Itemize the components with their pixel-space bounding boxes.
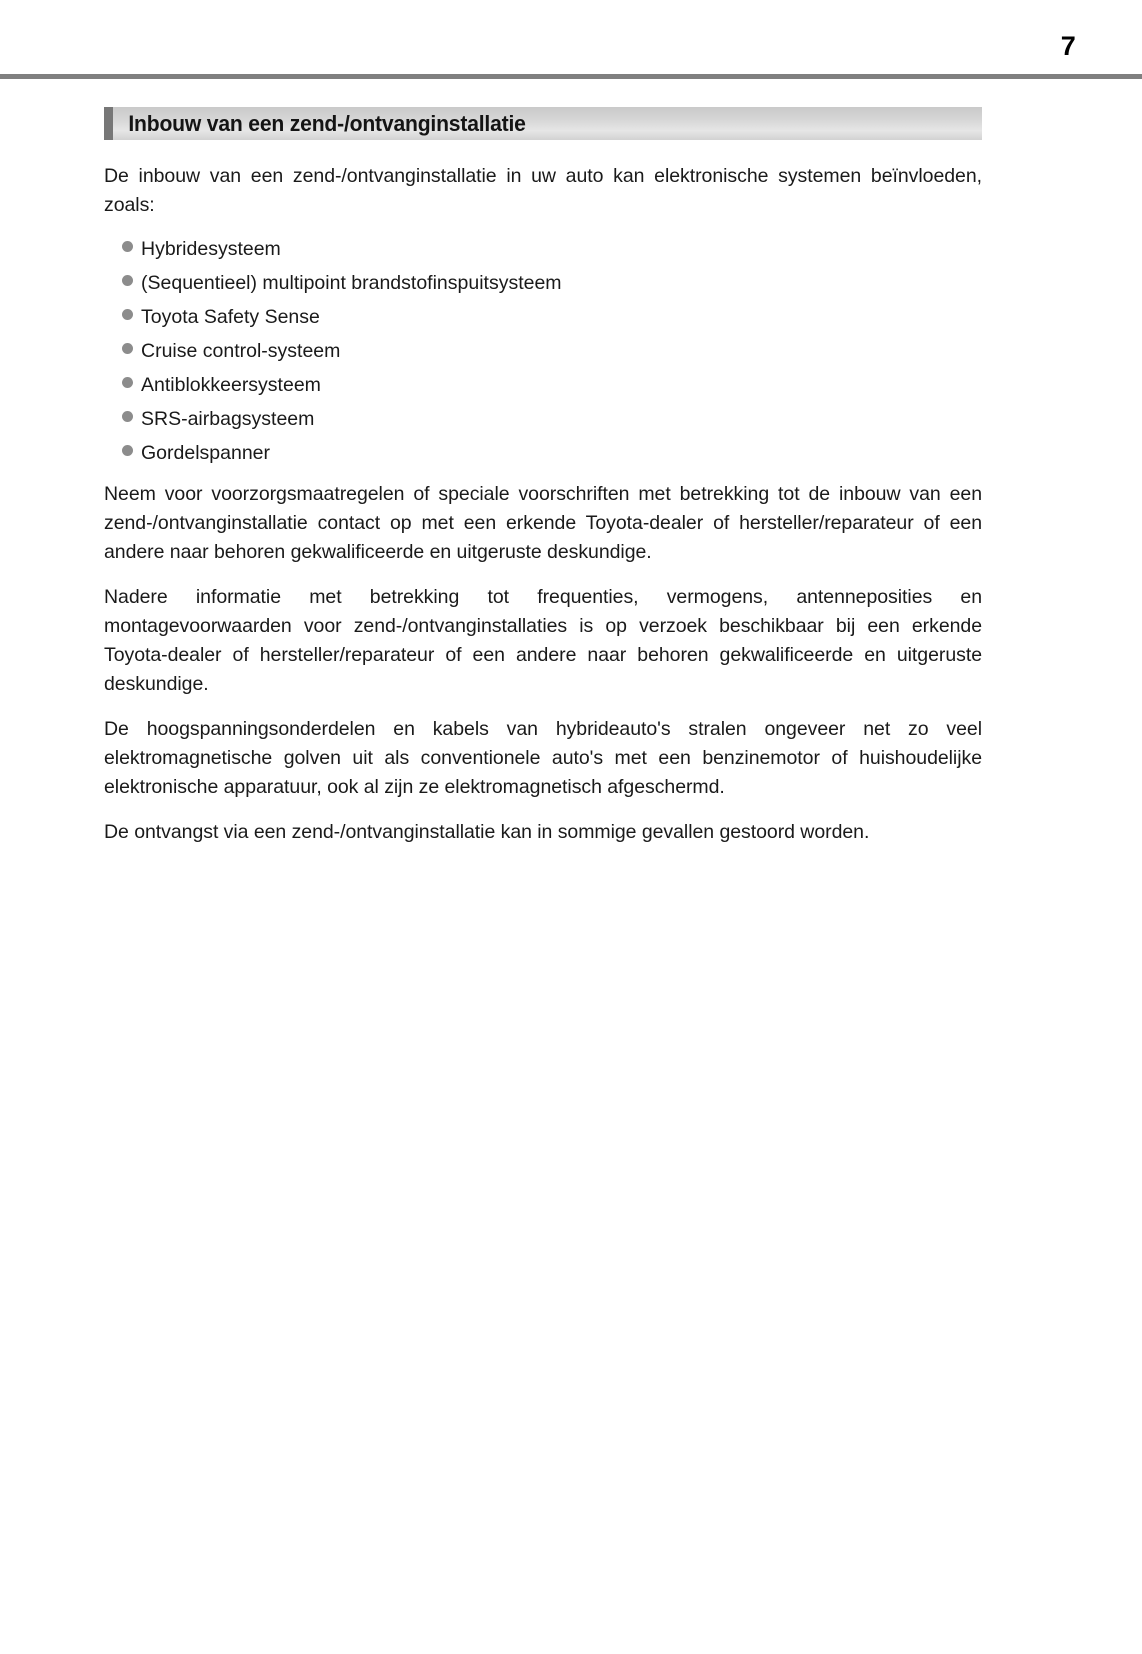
content-column (104, 107, 982, 863)
body-paragraph-2: Nadere informatie met betrekking tot frequenties, vermogens, antenneposities en montagevoorwaarden voor zend-/ontvanginstallaties is op verzoek beschikbaar bij een erkende Toyota-dealer of hersteller/reparateur of een andere naar behoren gekwalificeerde en uitgeruste deskundige. (104, 586, 982, 695)
list-item-label: Antiblokkeersysteem (141, 374, 321, 396)
intro-paragraph: De inbouw van een zend-/ontvanginstallatie in uw auto kan elektronische systemen beïnvloeden, zoals: (104, 165, 982, 216)
list-item-label: Gordelspanner (141, 442, 270, 464)
list-item (104, 334, 982, 368)
bullet-dot-icon (122, 309, 133, 320)
list-item (104, 436, 982, 470)
bullet-dot-icon (122, 275, 133, 286)
section-accent-bar (104, 107, 113, 140)
list-item-label: Toyota Safety Sense (141, 306, 320, 328)
body-paragraph-1: Neem voor voorzorgsmaatregelen of speciale voorschriften met betrekking tot de inbouw van een zend-/ontvanginstallatie contact op met een erkende Toyota-dealer of hersteller/reparateur of een andere naar behoren gekwalificeerde en uitgeruste deskundige. (104, 483, 982, 563)
section-heading-bar (104, 107, 982, 140)
page-number: 7 (1060, 31, 1076, 61)
bullet-dot-icon (122, 377, 133, 388)
list-item (104, 266, 982, 300)
body-paragraph-4: De ontvangst via een zend-/ontvanginstallatie kan in sommige gevallen gestoord worden. (104, 821, 870, 843)
list-item-label: (Sequentieel) multipoint brandstofinspuitsysteem (141, 272, 562, 294)
section-title: Inbouw van een zend-/ontvanginstallatie (128, 110, 526, 136)
bullet-dot-icon (122, 445, 133, 456)
list-item (104, 232, 982, 266)
list-item (104, 402, 982, 436)
affected-systems-list (104, 232, 982, 470)
bullet-dot-icon (122, 241, 133, 252)
bullet-dot-icon (122, 411, 133, 422)
header-divider-rule (0, 74, 1142, 79)
page-header (0, 0, 1142, 78)
bullet-dot-icon (122, 343, 133, 354)
list-item-label: Cruise control-systeem (141, 340, 341, 362)
body-paragraph-3: De hoogspanningsonderdelen en kabels van hybrideauto's stralen ongeveer net zo veel elektromagnetische golven uit als conventionele auto's met een benzinemotor of huishoudelijke elektronische apparatuur, ook al zijn ze elektromagnetisch afgeschermd. (104, 718, 982, 798)
list-item (104, 300, 982, 334)
list-item-label: Hybridesysteem (141, 238, 281, 260)
list-item (104, 368, 982, 402)
list-item-label: SRS-airbagsysteem (141, 408, 315, 430)
